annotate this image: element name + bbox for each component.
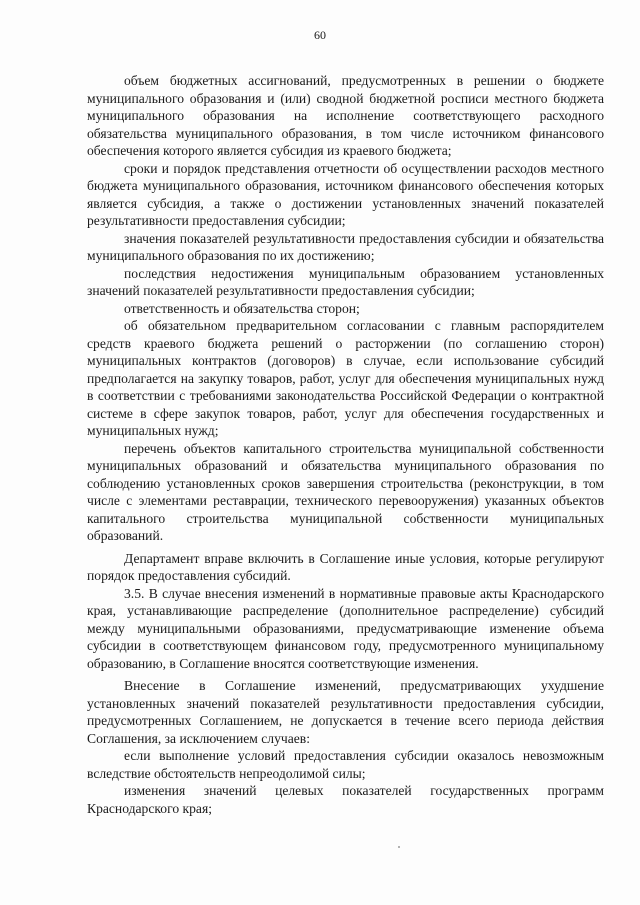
scan-speck: [398, 846, 400, 848]
paragraph-budget-allocations: объем бюджетных ассигнований, предусмотренных в решении о бюджете муниципального образования и (или) сводной бюджетной росписи местного бюджета муниципального образования на исполнение соответствующего расходного обязательства муниципального образования, в том числе источником финансового обеспечения которого является субсидия из краевого бюджета;: [87, 73, 604, 158]
paragraph-force-majeure: если выполнение условий предоставления субсидии оказалось невозможным вследствие обстоятельств непреодолимой силы;: [87, 748, 604, 781]
paragraph-target-indicators: изменения значений целевых показателей государственных программ Краснодарского края;: [87, 783, 604, 816]
paragraph-performance-indicators: значения показателей результативности предоставления субсидии и обязательства муниципального образования по их достижению;: [87, 230, 604, 263]
paragraph-reporting-terms: сроки и порядок представления отчетности об осуществлении расходов местного бюджета муниципального образования, источником финансового обеспечения которых является субсидия, а также о достижении установленных значений показателей результативности предоставления субсидии;: [87, 160, 604, 228]
paragraph-amendments: Внесение в Соглашение изменений, предусматривающих ухудшение установленных значений показателей результативности предоставления субсидии, предусмотренных Соглашением, не допускается в течение всего периода действия Соглашения, за исключением случаев:: [87, 678, 604, 746]
paragraph-responsibility: ответственность и обязательства сторон;: [124, 300, 360, 316]
page-number: 60: [314, 28, 326, 42]
paragraph-construction-objects: перечень объектов капитального строительства муниципальной собственности муниципальных образований и обязательства муниципального образования по соблюдению установленных сроков завершения строительства (реконструкции, в том числе с элементами реставрации, технического перевооружения) указанных объектов капитального строительства муниципальной собственности муниципальных образований.: [87, 440, 604, 543]
document-body: [87, 72, 604, 817]
paragraph-contract-approval: об обязательном предварительном согласовании с главным распорядителем средств краевого бюджета решений о расторжении (по соглашению сторон) муниципальных контрактов (договоров) в случае, если использование субсидий предполагается на закупку товаров, работ, услуг для обеспечения муниципальных нужд в соответствии с требованиями законодательства Российской Федерации о контрактной системе в сфере закупок товаров, работ, услуг для обеспечения государственных и муниципальных нужд;: [87, 318, 604, 438]
paragraph-consequences: последствия недостижения муниципальным образованием установленных значений показателей результативности предоставления субсидии;: [87, 265, 604, 298]
paragraph-department-conditions: Департамент вправе включить в Соглашение иные условия, которые регулируют порядок предоставления субсидий.: [87, 550, 604, 583]
paragraph-section-3-5: 3.5. В случае внесения изменений в нормативные правовые акты Краснодарского края, устанавливающие распределение (дополнительное распределение) субсидий между муниципальными образованиями, предусматривающие изменение объема субсидии в соответствующем финансовом году, предусмотренного муниципальному образованию, в Соглашение вносятся соответствующие изменения.: [87, 585, 604, 671]
